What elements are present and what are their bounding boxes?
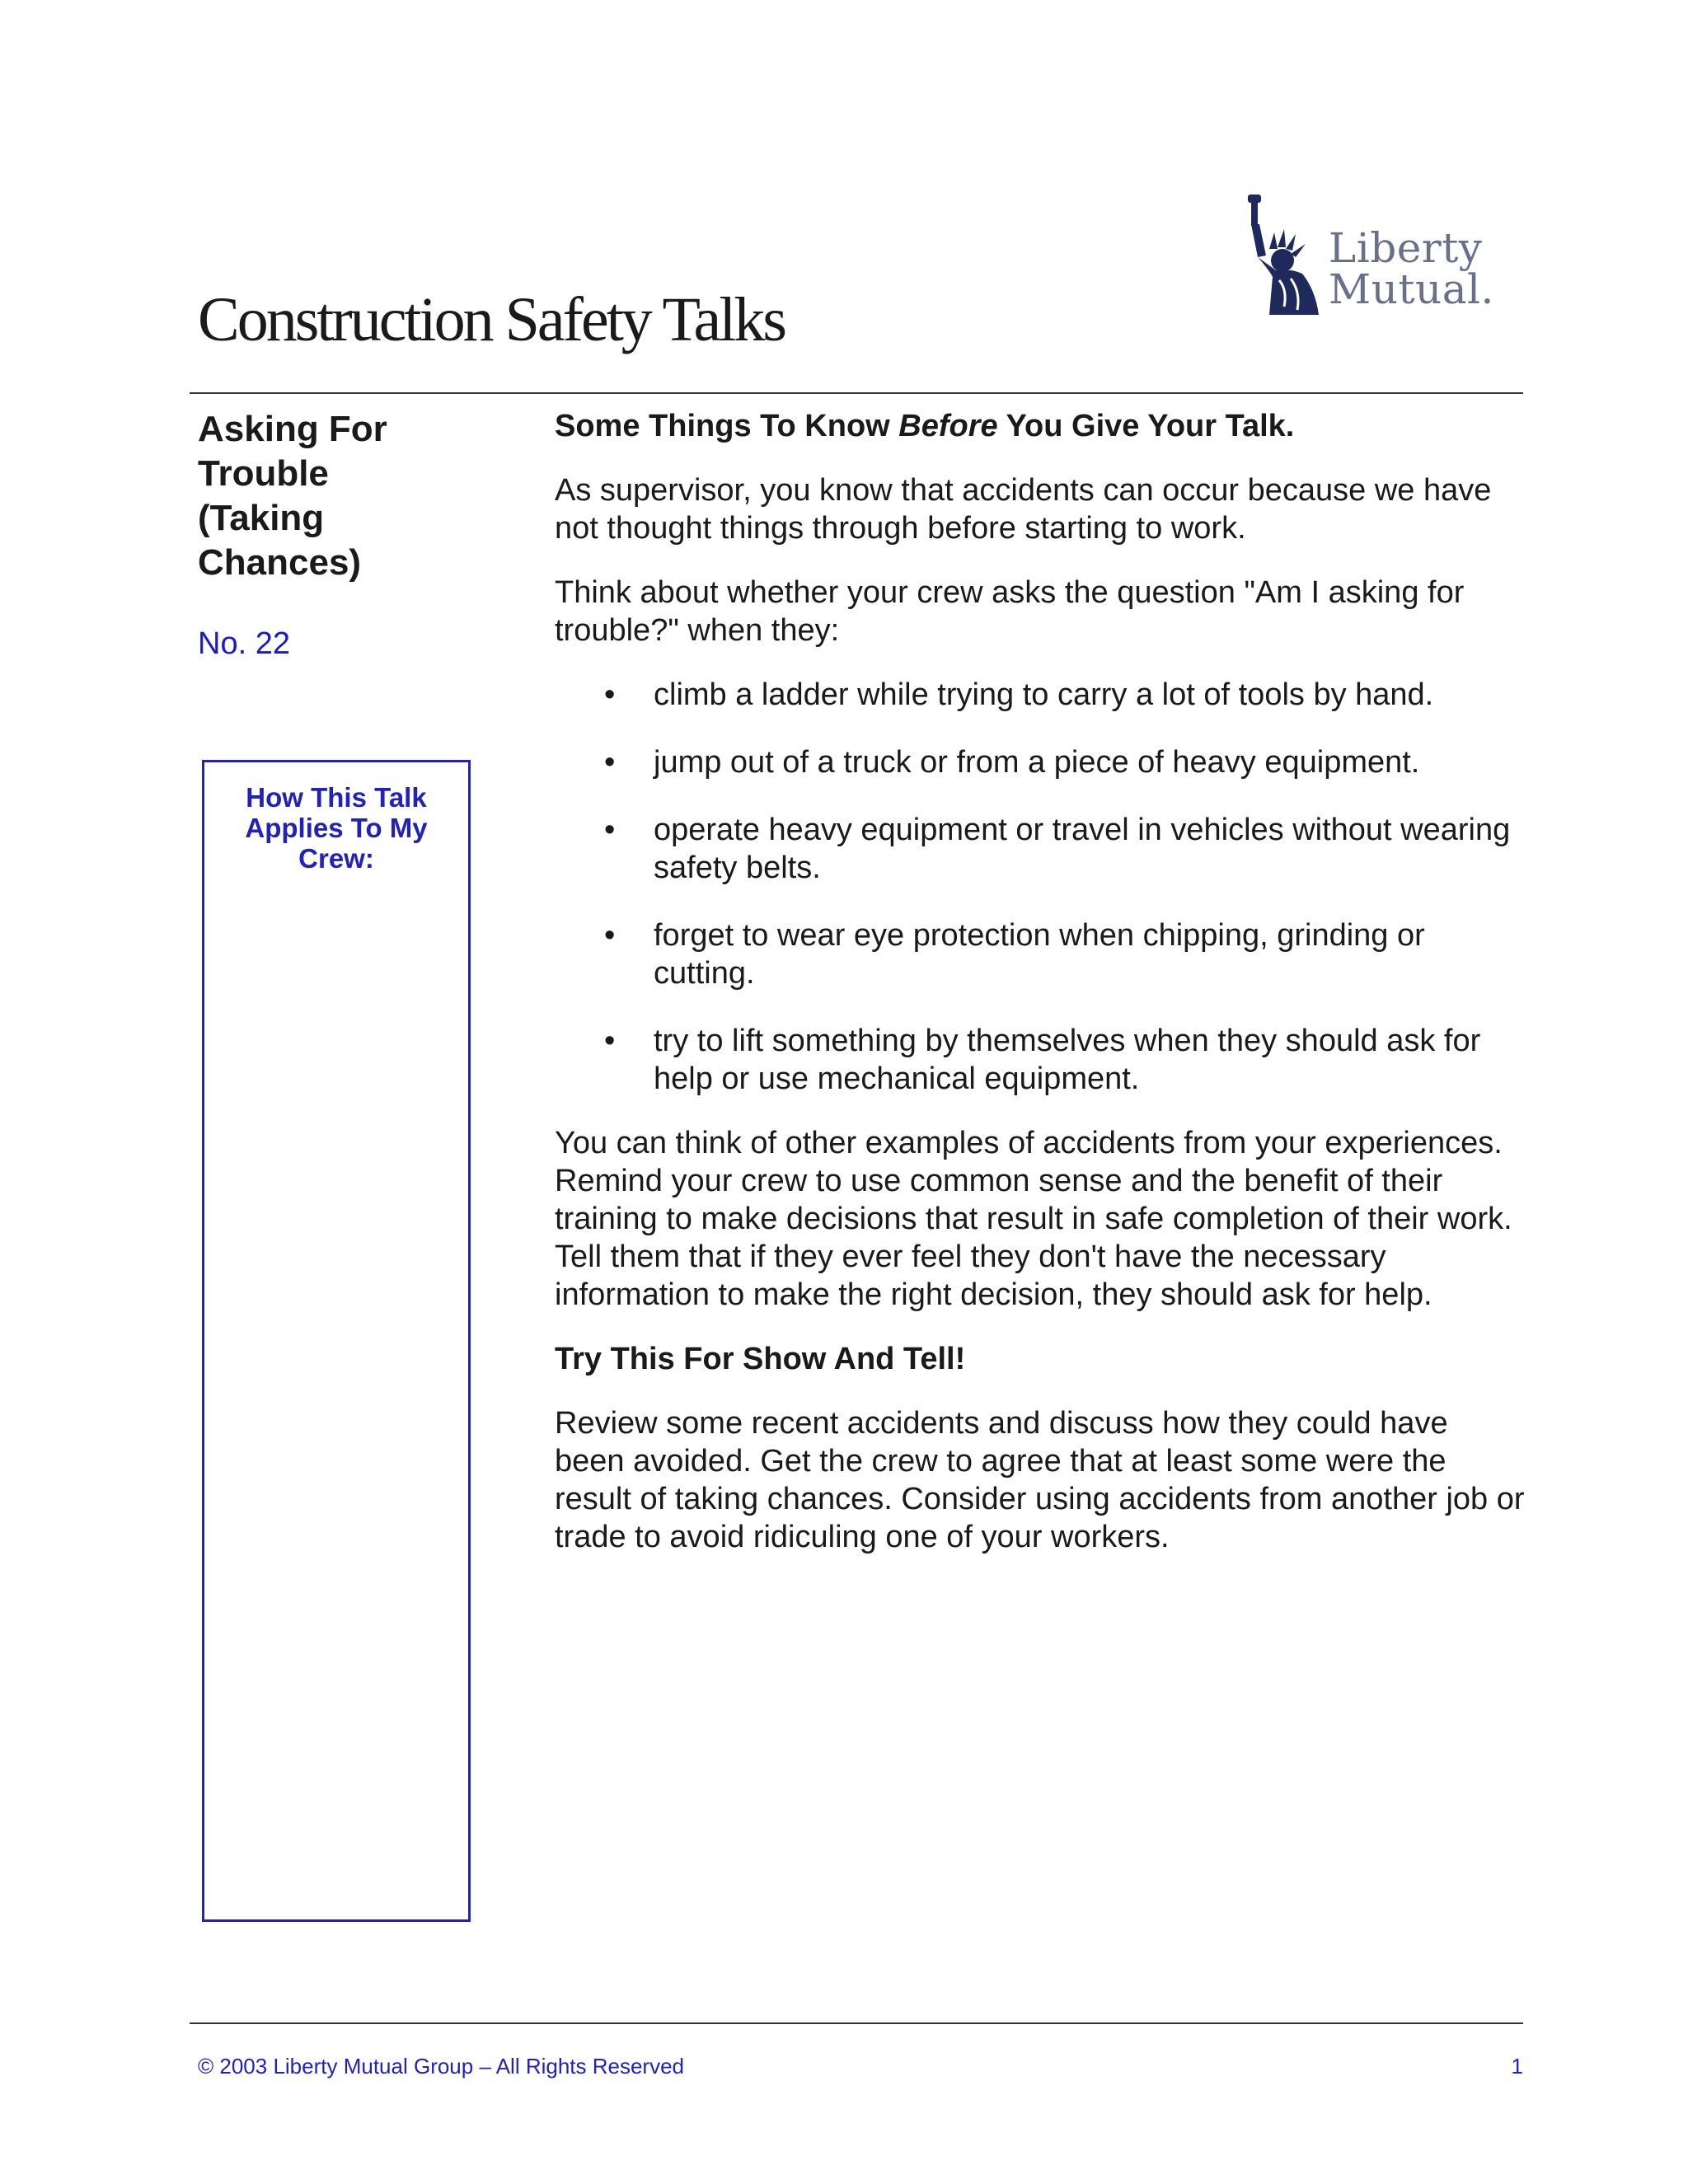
- heading-emphasis: Before: [898, 409, 998, 443]
- show-and-tell-heading: Try This For Show And Tell!: [555, 1342, 966, 1376]
- before-talk-heading: [555, 407, 1526, 445]
- talk-title: Asking For Trouble (Taking Chances): [198, 409, 387, 583]
- list-item-text: operate heavy equipment or travel in vehicles without wearing safety belts.: [654, 813, 1511, 885]
- list-item-text: forget to wear eye protection when chipping, grinding or cutting.: [654, 918, 1425, 991]
- list-item-text: try to lift something by themselves when they should ask for help or use mechanical equipment.: [654, 1024, 1481, 1096]
- header-divider: [190, 392, 1523, 394]
- show-and-tell-paragraph: Review some recent accidents and discuss how they could have been avoided. Get the crew to agree that at least some were the result of taking chances. Consider using accidents from another job or trade to avoid ridiculing one of your workers.: [555, 1406, 1525, 1554]
- liberty-mutual-logo: [1236, 191, 1500, 315]
- list-item: [555, 676, 1526, 714]
- heading-text-end: You Give Your Talk.: [997, 409, 1295, 443]
- bullet-icon: •: [604, 918, 616, 953]
- bullet-icon: •: [604, 677, 616, 712]
- list-item-text: climb a ladder while trying to carry a lot of tools by hand.: [654, 677, 1434, 712]
- bullet-icon: •: [604, 813, 616, 847]
- main-content: [555, 407, 1526, 1582]
- logo-text-liberty: Liberty: [1329, 224, 1483, 272]
- footer-divider: [190, 2022, 1523, 2024]
- list-item: [555, 916, 1526, 992]
- examples-paragraph: You can think of other examples of accidents from your experiences. Remind your crew to use common sense and the benefit of their training to make decisions that result in safe completion of their work. Tell them that if they ever feel they don't have the necessary information to make the right decision, they should ask for help.: [555, 1126, 1512, 1312]
- list-item: [555, 811, 1526, 887]
- list-item: [555, 743, 1526, 781]
- examples-list: [555, 676, 1526, 1098]
- bullet-icon: •: [604, 1024, 616, 1058]
- heading-text-start: Some Things To Know: [555, 409, 899, 443]
- question-paragraph: Think about whether your crew asks the question "Am I asking for trouble?" when they:: [555, 575, 1465, 648]
- logo-text-mutual: Mutual.: [1329, 265, 1494, 313]
- document-title: Construction Safety Talks: [198, 285, 785, 354]
- intro-paragraph: As supervisor, you know that accidents can occur because we have not thought things through before starting to work.: [555, 473, 1492, 546]
- list-item: [555, 1022, 1526, 1098]
- talk-number: No. 22: [198, 626, 290, 661]
- footer-copyright: © 2003 Liberty Mutual Group – All Rights Reserved: [198, 2054, 685, 2079]
- statue-of-liberty-icon: [1236, 191, 1327, 315]
- page-number: 1: [1511, 2054, 1523, 2079]
- list-item-text: jump out of a truck or from a piece of heavy equipment.: [654, 745, 1420, 780]
- crew-notes-title: How This Talk Applies To My Crew:: [245, 782, 428, 874]
- crew-notes-box: [202, 760, 471, 1922]
- bullet-icon: •: [604, 745, 616, 780]
